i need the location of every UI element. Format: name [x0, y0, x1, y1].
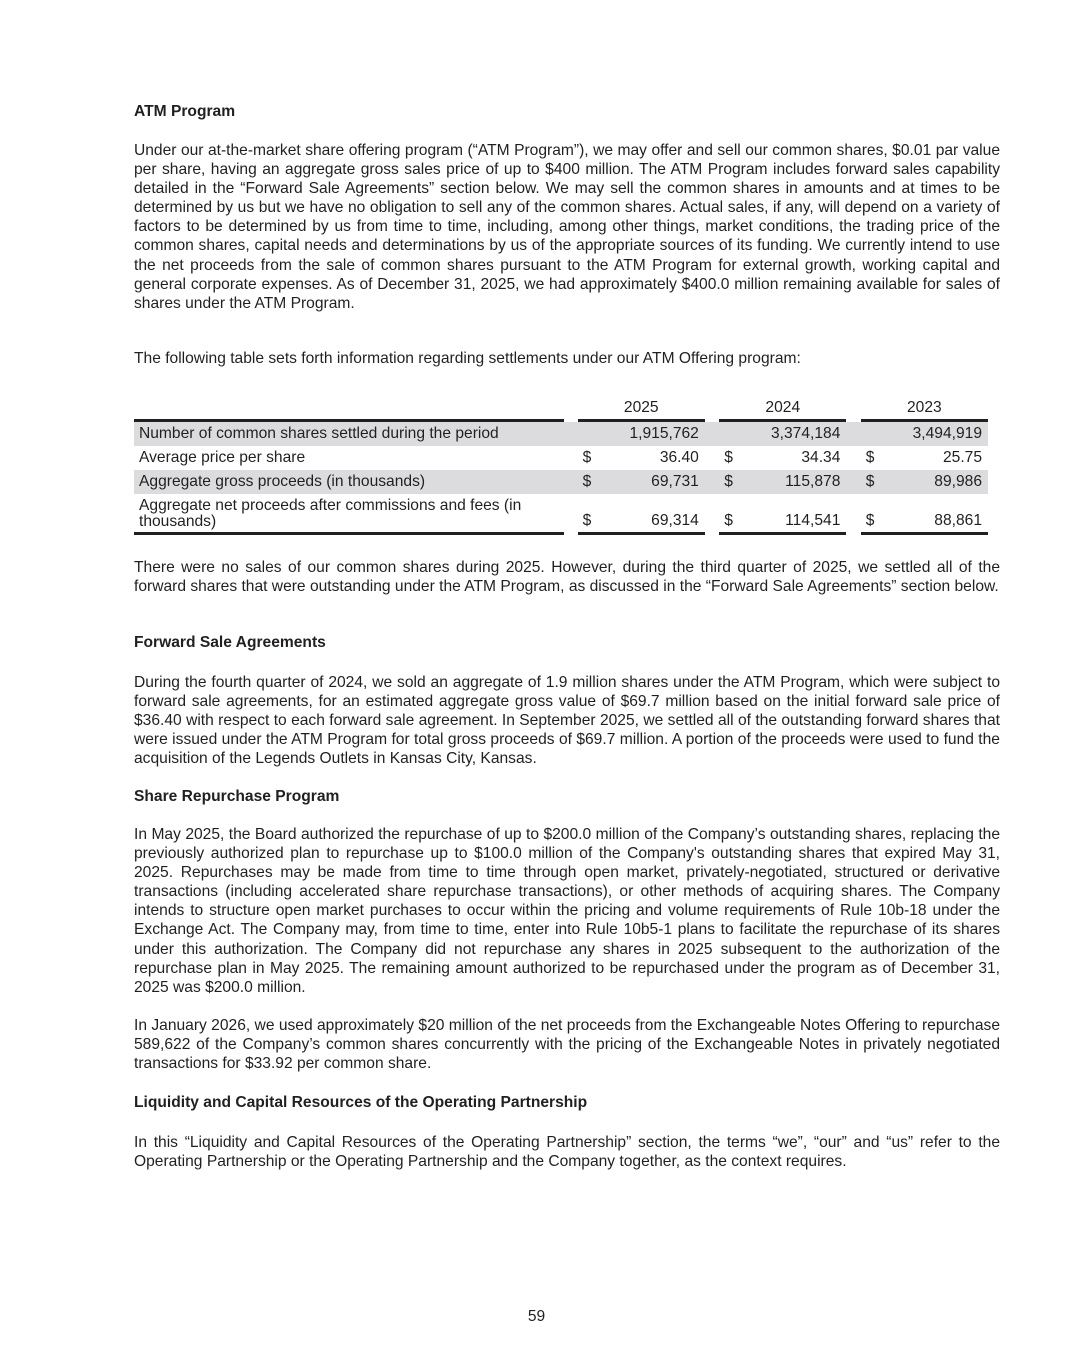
- year-header-2023: 2023: [861, 397, 988, 422]
- year-header-2024: 2024: [719, 397, 846, 422]
- value-2025: 1,915,762: [604, 422, 705, 446]
- value-2024: 114,541: [746, 494, 847, 535]
- table-intro-paragraph: The following table sets forth information regarding settlements under our ATM Offering program:: [134, 350, 801, 367]
- january-repurchase-paragraph: In January 2026, we used approximately $20 million of the net proceeds from the Exchangeable Notes Offering to repurchase 589,622 of the Company’s common shares concurrently with the pricing of the Exchangeable Notes in privately negotiated transactions for $33.92 per common share.: [134, 1017, 1000, 1073]
- currency-symbol: $: [719, 470, 745, 494]
- table-row: [134, 446, 988, 470]
- currency-symbol: $: [861, 470, 887, 494]
- atm-settlements-table: [134, 397, 988, 535]
- value-2024: 115,878: [746, 470, 847, 494]
- no-sales-paragraph: There were no sales of our common shares during 2025. However, during the third quarter of 2025, we settled all of the forward shares that were outstanding under the ATM Program, as discussed in the “Forward Sale Agreements” section below.: [134, 559, 1000, 596]
- currency-symbol: $: [861, 494, 887, 535]
- table-row: [134, 470, 988, 494]
- forward-sale-paragraph: During the fourth quarter of 2024, we sold an aggregate of 1.9 million shares under the ATM Program, which were subject to forward sale agreements, for an estimated aggregate gross value of $69.7 million based on the initial forward sale price of $36.40 with respect to each forward sale agreement. In September 2025, we settled all of the outstanding forward shares that were issued under the ATM Program for total gross proceeds of $69.7 million. A portion of the proceeds were used to fund the acquisition of the Legends Outlets in Kansas City, Kansas.: [134, 674, 1000, 768]
- page-number: 59: [527, 1308, 546, 1325]
- liquidity-heading: Liquidity and Capital Resources of the Operating Partnership: [134, 1094, 588, 1111]
- header-label-cell: [134, 397, 564, 422]
- table-row: [134, 494, 988, 535]
- share-repurchase-paragraph: In May 2025, the Board authorized the repurchase of up to $200.0 million of the Company’s outstanding shares, replacing the previously authorized plan to repurchase up to $100.0 million of the Company's outstanding shares that expired May 31, 2025. Repurchases may be made from time to time through open market, privately-negotiated, structured or derivative transactions (including accelerated share repurchase transactions), or other methods of acquiring shares. The Company intends to structure open market purchases to occur within the pricing and volume requirements of Rule 10b-18 under the Exchange Act. The Company may, from time to time, enter into Rule 10b5-1 plans to facilitate the repurchase of its shares under this authorization. The Company did not repurchase any shares in 2025 subsequent to the authorization of the repurchase plan in May 2025. The remaining amount authorized to be repurchased under the program as of December 31, 2025 was $200.0 million.: [134, 826, 1000, 996]
- currency-symbol: [719, 422, 745, 446]
- currency-symbol: $: [578, 470, 604, 494]
- currency-symbol: [578, 422, 604, 446]
- value-2025: 69,731: [604, 470, 705, 494]
- value-2023: 25.75: [942, 449, 982, 466]
- value-2023: 88,861: [887, 494, 988, 535]
- currency-symbol: $: [582, 449, 592, 466]
- value-2023: 3,494,919: [887, 422, 988, 446]
- currency-symbol: $: [719, 494, 745, 535]
- value-2024: 34.34: [801, 449, 841, 466]
- row-label: Aggregate gross proceeds (in thousands): [134, 470, 564, 494]
- forward-sale-heading: Forward Sale Agreements: [134, 634, 326, 651]
- share-repurchase-heading: Share Repurchase Program: [134, 788, 340, 805]
- value-2025: 69,314: [604, 494, 705, 535]
- row-label: Aggregate net proceeds after commissions and fees (in thousands): [134, 494, 564, 535]
- liquidity-paragraph: In this “Liquidity and Capital Resources of the Operating Partnership” section, the terms “we”, “our” and “us” refer to the Operating Partnership or the Operating Partnership and the Company together, as the context requires.: [134, 1134, 1000, 1171]
- table-row: [134, 422, 988, 446]
- currency-symbol: [861, 422, 887, 446]
- table-header-row: [134, 397, 988, 422]
- atm-program-heading: ATM Program: [134, 103, 236, 120]
- value-2025: 36.40: [659, 449, 699, 466]
- row-label: Number of common shares settled during the period: [134, 422, 564, 446]
- currency-symbol: $: [578, 494, 604, 535]
- atm-program-paragraph: Under our at-the-market share offering program (“ATM Program”), we may offer and sell our common shares, $0.01 par value per share, having an aggregate gross sales price of up to $400 million. The ATM Program includes forward sales capability detailed in the “Forward Sale Agreements” section below. We may sell the common shares in amounts and at times to be determined by us but we have no obligation to sell any of the common shares. Actual sales, if any, will depend on a variety of factors to be determined by us from time to time, including, among other things, market conditions, the trading price of the common shares, capital needs and determinations by us of the appropriate sources of its funding. We currently intend to use the net proceeds from the sale of common shares pursuant to the ATM Program for external growth, working capital and general corporate expenses. As of December 31, 2025, we had approximately $400.0 million remaining available for sales of shares under the ATM Program.: [134, 142, 1000, 312]
- value-2023: 89,986: [887, 470, 988, 494]
- currency-symbol: $: [865, 449, 875, 466]
- row-label: Average price per share: [139, 449, 306, 466]
- currency-symbol: $: [724, 449, 733, 466]
- year-header-2025: 2025: [578, 397, 705, 422]
- value-2024: 3,374,184: [746, 422, 847, 446]
